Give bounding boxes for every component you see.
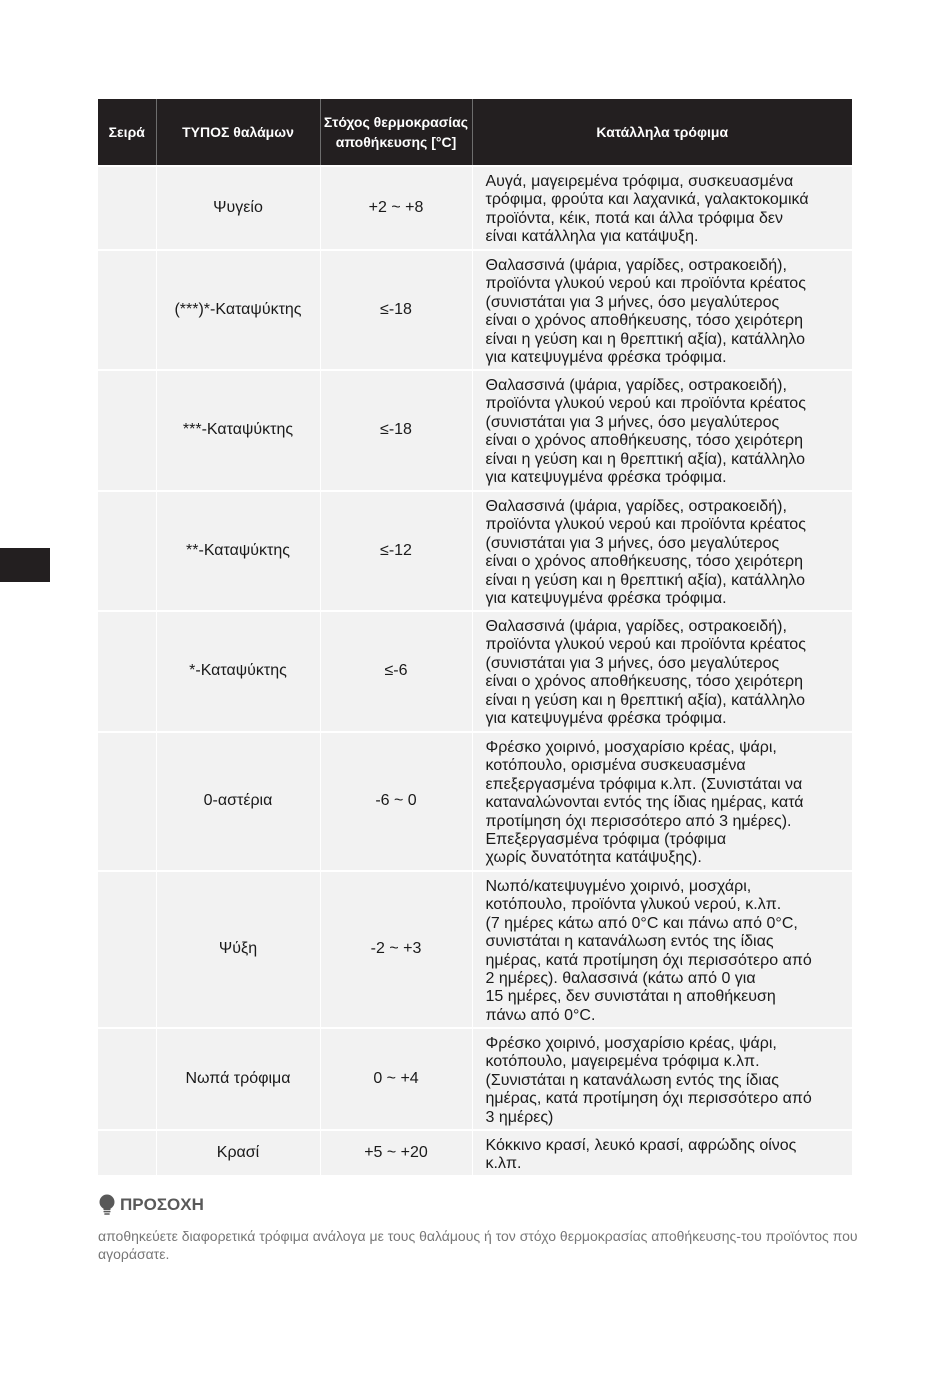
lightbulb-icon (98, 1194, 116, 1216)
cell-suitable-foods: Θαλασσινά (ψάρια, γαρίδες, οστρακοειδή), προϊόντα γλυκού νερού και προϊόντα κρέατος (συνιστάται για 3 μήνες, όσο μεγαλύτερος είναι ο χρόνος αποθήκευσης, τόσο χειρότερη είναι η γεύση και η θρεπτική αξία), κατάλληλο για κατεψυγμένα φρέσκα τρόφιμα. (472, 370, 852, 491)
cell-temperature: ≤-18 (320, 370, 472, 491)
table-header-row (98, 99, 852, 166)
cell-compartment-type: Κρασί (156, 1130, 320, 1175)
cell-compartment-type: *-Καταψύκτης (156, 611, 320, 732)
notice-title: ΠΡΟΣΟΧΗ (120, 1195, 204, 1214)
table-row (98, 1130, 852, 1175)
cell-series (98, 166, 156, 250)
notice-text: αποθηκεύετε διαφορετικά τρόφιμα ανάλογα με τους θαλάμους ή τον στόχο θερμοκρασίας αποθήκευσης-του προϊόντος που αγοράσατε. (98, 1228, 858, 1262)
cell-compartment-type: ***-Καταψύκτης (156, 370, 320, 491)
cell-suitable-foods: Φρέσκο χοιρινό, μοσχαρίσιο κρέας, ψάρι, κοτόπουλο, ορισμένα συσκευασμένα επεξεργασμένα τρόφιμα κ.λπ. (Συνιστάται να καταναλώνονται εντός της ίδιας ημέρας, κατά προτίμηση όχι περισσότερο από 3 ημέρες). Επεξεργασμένα τρόφιμα (τρόφιμα χωρίς δυνατότητα κατάψυξης). (472, 732, 852, 871)
cell-compartment-type: Ψύξη (156, 871, 320, 1028)
cell-suitable-foods: Θαλασσινά (ψάρια, γαρίδες, οστρακοειδή), προϊόντα γλυκού νερού και προϊόντα κρέατος (συνιστάται για 3 μήνες, όσο μεγαλύτερος είναι ο χρόνος αποθήκευσης, τόσο χειρότερη είναι η γεύση και η θρεπτική αξία), κατάλληλο για κατεψυγμένα φρέσκα τρόφιμα. (472, 250, 852, 370)
cell-suitable-foods: Φρέσκο χοιρινό, μοσχαρίσιο κρέας, ψάρι, κοτόπουλο, μαγειρεμένα τρόφιμα κ.λπ. (Συνιστάται η κατανάλωση εντός της ίδιας ημέρας, κατά προτίμηση όχι περισσότερο από 3 ημέρες) (472, 1028, 852, 1130)
cell-suitable-foods: Κόκκινο κρασί, λευκό κρασί, αφρώδης οίνος κ.λπ. (472, 1130, 852, 1175)
storage-table (98, 99, 852, 1175)
table-row (98, 166, 852, 250)
cell-series (98, 611, 156, 732)
header-series: Σειρά (98, 99, 156, 166)
table-row (98, 370, 852, 491)
table-row (98, 1028, 852, 1130)
cell-suitable-foods: Θαλασσινά (ψάρια, γαρίδες, οστρακοειδή), προϊόντα γλυκού νερού και προϊόντα κρέατος (συνιστάται για 3 μήνες, όσο μεγαλύτερος είναι ο χρόνος αποθήκευσης, τόσο χειρότερη είναι η γεύση και η θρεπτική αξία), κατάλληλο για κατεψυγμένα φρέσκα τρόφιμα. (472, 611, 852, 732)
cell-compartment-type: (***)*-Καταψύκτης (156, 250, 320, 370)
table-row (98, 732, 852, 871)
cell-temperature: ≤-18 (320, 250, 472, 370)
header-target-temperature: Στόχος θερμοκρασίας αποθήκευσης [°C] (320, 99, 472, 166)
table-row (98, 250, 852, 370)
cell-temperature: -6 ~ 0 (320, 732, 472, 871)
cell-series (98, 1130, 156, 1175)
notice-heading (98, 1194, 204, 1216)
cell-series (98, 1028, 156, 1130)
cell-series (98, 370, 156, 491)
cell-series (98, 871, 156, 1028)
cell-series (98, 491, 156, 611)
side-section-tab (0, 548, 50, 582)
cell-series (98, 732, 156, 871)
cell-compartment-type: 0-αστέρια (156, 732, 320, 871)
cell-suitable-foods: Νωπό/κατεψυγμένο χοιρινό, μοσχάρι, κοτόπουλο, προϊόντα γλυκού νερού, κ.λπ. (7 ημέρες κάτω από 0°C και πάνω από 0°C, συνιστάται η κατανάλωση εντός της ίδιας ημέρας, κατά προτίμηση όχι περισσότερο από 2 ημέρες). θαλασσινά (κάτω από 0 για 15 ημέρες, δεν συνιστάται η αποθήκευση πάνω από 0°C. (472, 871, 852, 1028)
table-row (98, 611, 852, 732)
cell-suitable-foods: Θαλασσινά (ψάρια, γαρίδες, οστρακοειδή), προϊόντα γλυκού νερού και προϊόντα κρέατος (συνιστάται για 3 μήνες, όσο μεγαλύτερος είναι ο χρόνος αποθήκευσης, τόσο χειρότερη είναι η γεύση και η θρεπτική αξία), κατάλληλο για κατεψυγμένα φρέσκα τρόφιμα. (472, 491, 852, 611)
cell-temperature: +5 ~ +20 (320, 1130, 472, 1175)
header-suitable-foods: Κατάλληλα τρόφιμα (472, 99, 852, 166)
cell-compartment-type: Νωπά τρόφιμα (156, 1028, 320, 1130)
cell-temperature: ≤-12 (320, 491, 472, 611)
cell-suitable-foods: Αυγά, μαγειρεμένα τρόφιμα, συσκευασμένα τρόφιμα, φρούτα και λαχανικά, γαλακτοκομικά προϊόντα, κέικ, ποτά και άλλα τρόφιμα δεν είναι κατάλληλα για κατάψυξη. (472, 166, 852, 250)
cell-temperature: 0 ~ +4 (320, 1028, 472, 1130)
cell-temperature: ≤-6 (320, 611, 472, 732)
cell-compartment-type: Ψυγείο (156, 166, 320, 250)
table-row (98, 871, 852, 1028)
cell-series (98, 250, 156, 370)
cell-temperature: +2 ~ +8 (320, 166, 472, 250)
cell-temperature: -2 ~ +3 (320, 871, 472, 1028)
cell-compartment-type: **-Καταψύκτης (156, 491, 320, 611)
header-compartment-type: ΤΥΠΟΣ θαλάμων (156, 99, 320, 166)
table-row (98, 491, 852, 611)
